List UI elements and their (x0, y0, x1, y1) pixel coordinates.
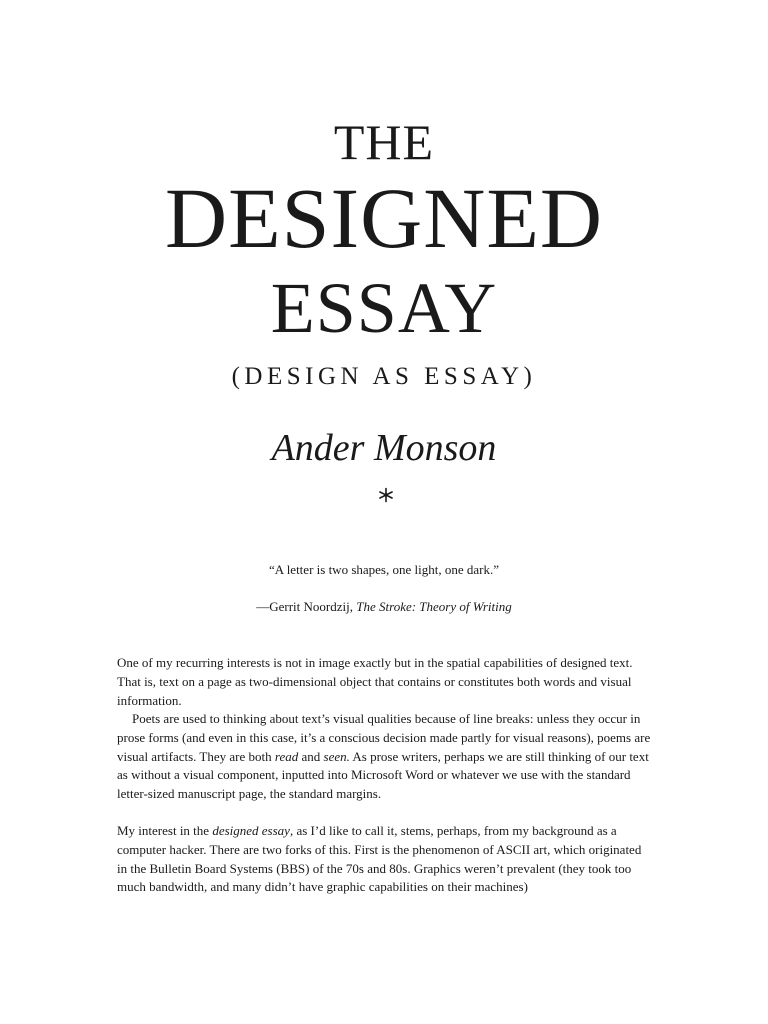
paragraph-segment: , as I’d like to call it, stems, perhaps, from my background as a computer hacker. There are two forks of this. First is the phenomenon of ASCII art, which originated in the Bulletin Board Systems (BBS) of the 70s and 80s. Graphics weren’t prevalent (they took too much bandwidth, and many didn’t have graphic capabilities on their machines) (117, 823, 642, 895)
emphasis-seen: seen. (323, 748, 350, 764)
paragraph-segment: My interest in the (117, 823, 213, 838)
paragraph-segment: As prose writers, perhaps we are still thinking of our text as without a visual component, inputted into Microsoft Word or whatever we use with the standard letter-sized manuscript page, the standard margins. (117, 748, 649, 802)
attribution-author: —Gerrit Noordzij, (256, 599, 357, 614)
paragraph-segment: Poets are used to thinking about text’s visual qualities because of line breaks: unless they occur in prose forms (and even in this case, it’s a conscious decision made partly for visual reasons), poems are visual artifacts. They are both (117, 711, 651, 764)
epigraph-quote: “A letter is two shapes, one light, one dark.” (269, 562, 499, 577)
paragraph-text: One of my recurring interests is not in image exactly but in the spatial capabilities of designed text. That is, text on a page as two-dimensional object that contains or constitutes both words and visual information. (117, 655, 633, 708)
paragraph-segment: and (298, 748, 324, 764)
epigraph-attribution (0, 598, 768, 616)
body-paragraph-1 (117, 654, 651, 710)
body-paragraph-3 (117, 822, 651, 897)
paragraph-text (117, 822, 651, 897)
author-name: Ander Monson (271, 427, 497, 469)
attribution-work-title: The Stroke: Theory of Writing (356, 599, 512, 614)
emphasis-read: read (274, 748, 299, 764)
asterisk-star-icon (378, 487, 394, 503)
title-essay: ESSAY (270, 268, 498, 348)
title-the: THE (333, 114, 435, 170)
body-paragraph-2 (117, 710, 651, 804)
paragraph-text (117, 710, 651, 804)
subtitle: (DESIGN AS ESSAY) (231, 363, 537, 390)
emphasis-designed-essay: designed essay (212, 823, 290, 838)
title-designed: DESIGNED (165, 170, 603, 266)
